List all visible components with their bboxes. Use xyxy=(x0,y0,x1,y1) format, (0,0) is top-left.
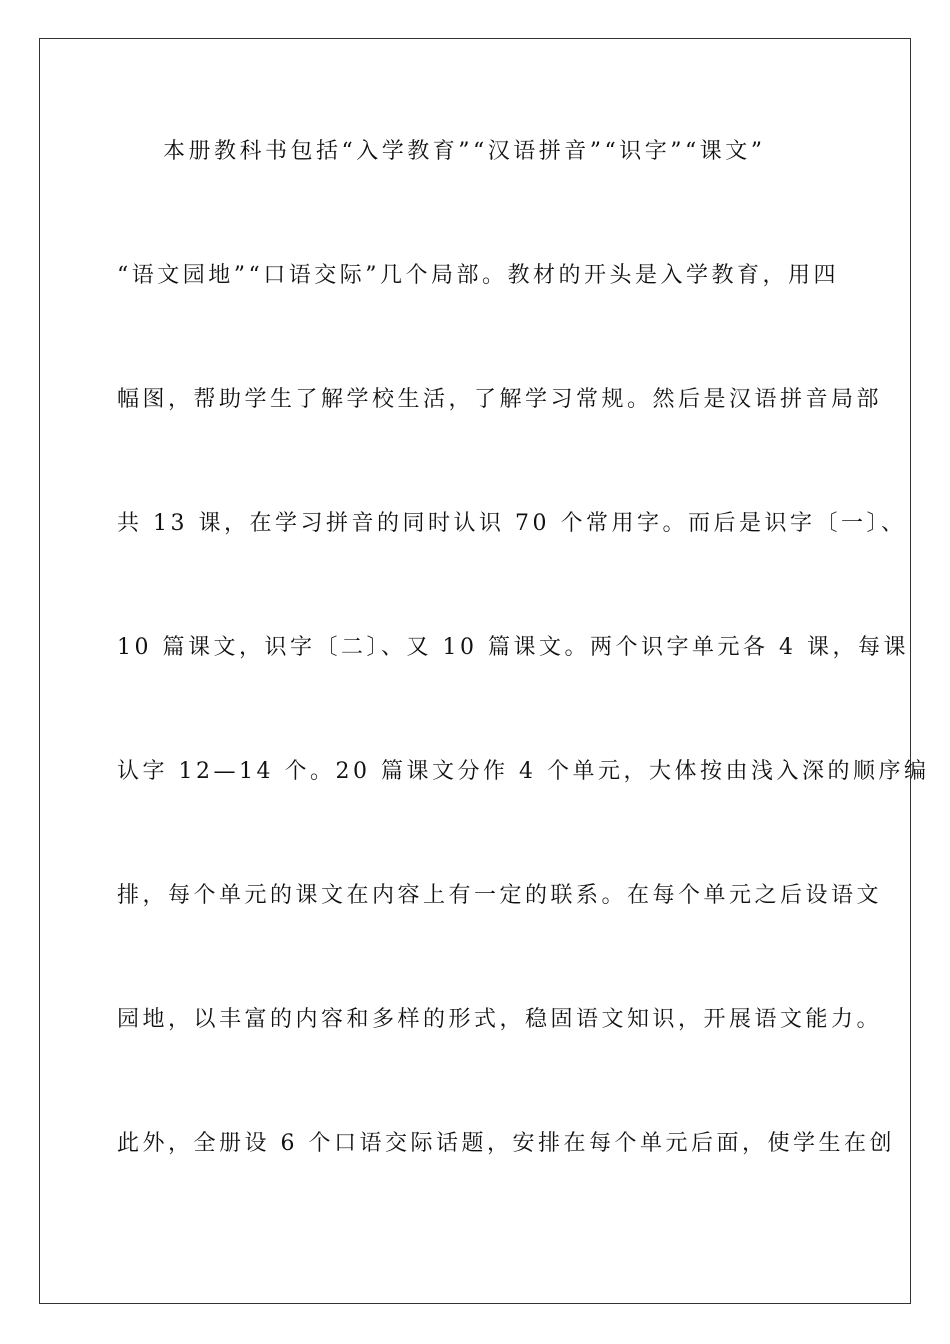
text-line-7: 排，每个单元的课文在内容上有一定的联系。在每个单元之后设语文 xyxy=(117,883,883,908)
text-line-1: 本册教科书包括“入学教育”“汉语拼音”“识字”“课文” xyxy=(163,139,766,164)
text-line-8: 园地，以丰富的内容和多样的形式，稳固语文知识，开展语文能力。 xyxy=(117,1007,883,1032)
page-border xyxy=(39,38,911,1304)
text-line-2: “语文园地”“口语交际”几个局部。教材的开头是入学教育，用四 xyxy=(117,263,839,288)
text-line-6: 认字 12—14 个。20 篇课文分作 4 个单元，大体按由浅入深的顺序编 xyxy=(117,759,930,784)
text-line-9: 此外，全册设 6 个口语交际话题，安排在每个单元后面，使学生在创 xyxy=(117,1131,895,1156)
text-line-5: 10 篇课文，识字〔二〕、又 10 篇课文。两个识字单元各 4 课，每课 xyxy=(117,635,909,660)
text-line-3: 幅图，帮助学生了解学校生活，了解学习常规。然后是汉语拼音局部 xyxy=(117,387,883,412)
text-line-4: 共 13 课，在学习拼音的同时认识 70 个常用字。而后是识字〔一〕、 xyxy=(117,511,907,536)
